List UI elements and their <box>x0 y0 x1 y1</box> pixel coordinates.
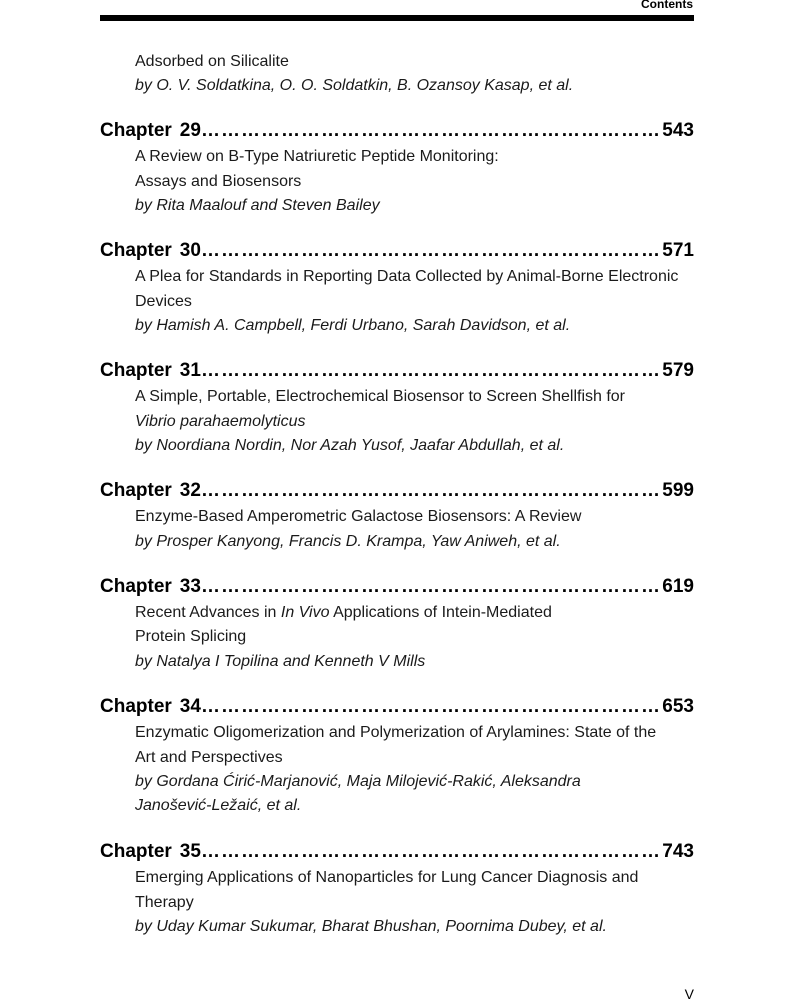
chapter-entry-34[interactable] <box>100 696 694 718</box>
chapter-number: 34 <box>179 696 201 717</box>
chapter-number: 31 <box>179 360 201 381</box>
chapter-authors: by Uday Kumar Sukumar, Bharat Bhushan, Poornima Dubey, et al. <box>135 918 607 935</box>
chapter-title: Art and Perspectives <box>135 749 283 766</box>
chapter-title: Emerging Applications of Nanoparticles for Lung Cancer Diagnosis and <box>135 869 639 886</box>
dot-leader <box>201 120 662 142</box>
chapter-title-prefix: Recent Advances in <box>135 604 281 621</box>
chapter-title: A Review on B-Type Natriuretic Peptide Monitoring: <box>135 148 499 165</box>
chapter-number: 29 <box>179 120 201 141</box>
chapter-authors: by Hamish A. Campbell, Ferdi Urbano, Sarah Davidson, et al. <box>135 317 571 334</box>
chapter-authors: Janošević-Ležaić, et al. <box>135 797 302 814</box>
dot-leader <box>201 841 662 863</box>
chapter-page-number: 619 <box>662 576 694 597</box>
header-rule <box>100 15 694 21</box>
chapter-number: 35 <box>179 841 201 862</box>
chapter-label: Chapter <box>100 480 172 501</box>
chapter-label: Chapter <box>100 120 172 141</box>
chapter-entry-31[interactable] <box>100 360 694 382</box>
dot-leader <box>201 576 662 598</box>
dot-leader <box>201 480 662 502</box>
chapter-page-number: 579 <box>662 360 694 381</box>
chapter-page-number: 653 <box>662 696 694 717</box>
running-head: Contents <box>641 0 693 11</box>
dot-leader <box>201 360 662 382</box>
chapter-entry-33[interactable] <box>100 576 694 598</box>
chapter-title: A Plea for Standards in Reporting Data Collected by Animal-Borne Electronic <box>135 268 679 285</box>
chapter-label: Chapter <box>100 696 172 717</box>
continued-entry-authors: by O. V. Soldatkina, O. O. Soldatkin, B. Ozansoy Kasap, et al. <box>135 77 574 94</box>
dot-leader <box>201 696 662 718</box>
chapter-number: 32 <box>179 480 201 501</box>
chapter-title: Protein Splicing <box>135 628 247 645</box>
chapter-title-suffix: Applications of Intein-Mediated <box>329 604 552 621</box>
chapter-entry-32[interactable] <box>100 480 694 502</box>
chapter-label: Chapter <box>100 240 172 261</box>
chapter-label: Chapter <box>100 360 172 381</box>
chapter-page-number: 571 <box>662 240 694 261</box>
chapter-title-italic: Vibrio parahaemolyticus <box>135 413 306 430</box>
chapter-title <box>135 603 695 623</box>
chapter-authors: by Gordana Ćirić-Marjanović, Maja Milojević-Rakić, Aleksandra <box>135 773 581 790</box>
page-folio: V <box>684 986 694 1002</box>
chapter-page-number: 743 <box>662 841 694 862</box>
continued-entry-title: Adsorbed on Silicalite <box>135 53 289 70</box>
chapter-title: Enzyme-Based Amperometric Galactose Biosensors: A Review <box>135 508 582 525</box>
chapter-page-number: 599 <box>662 480 694 501</box>
chapter-title: Assays and Biosensors <box>135 173 302 190</box>
chapter-label: Chapter <box>100 576 172 597</box>
chapter-label: Chapter <box>100 841 172 862</box>
chapter-authors: by Noordiana Nordin, Nor Azah Yusof, Jaafar Abdullah, et al. <box>135 437 565 454</box>
chapter-page-number: 543 <box>662 120 694 141</box>
chapter-title: Enzymatic Oligomerization and Polymerization of Arylamines: State of the <box>135 724 657 741</box>
chapter-title-italic: In Vivo <box>280 604 330 621</box>
chapter-title: Therapy <box>135 894 194 911</box>
chapter-authors: by Natalya I Topilina and Kenneth V Mills <box>135 653 426 670</box>
chapter-number: 30 <box>179 240 201 261</box>
chapter-authors: by Rita Maalouf and Steven Bailey <box>135 197 380 214</box>
chapter-number: 33 <box>179 576 201 597</box>
chapter-title: Devices <box>135 293 192 310</box>
chapter-entry-30[interactable] <box>100 240 694 262</box>
dot-leader <box>201 240 662 262</box>
chapter-title: A Simple, Portable, Electrochemical Biosensor to Screen Shellfish for <box>135 388 626 405</box>
chapter-entry-29[interactable] <box>100 120 694 142</box>
chapter-authors: by Prosper Kanyong, Francis D. Krampa, Yaw Aniweh, et al. <box>135 533 561 550</box>
chapter-entry-35[interactable] <box>100 841 694 863</box>
